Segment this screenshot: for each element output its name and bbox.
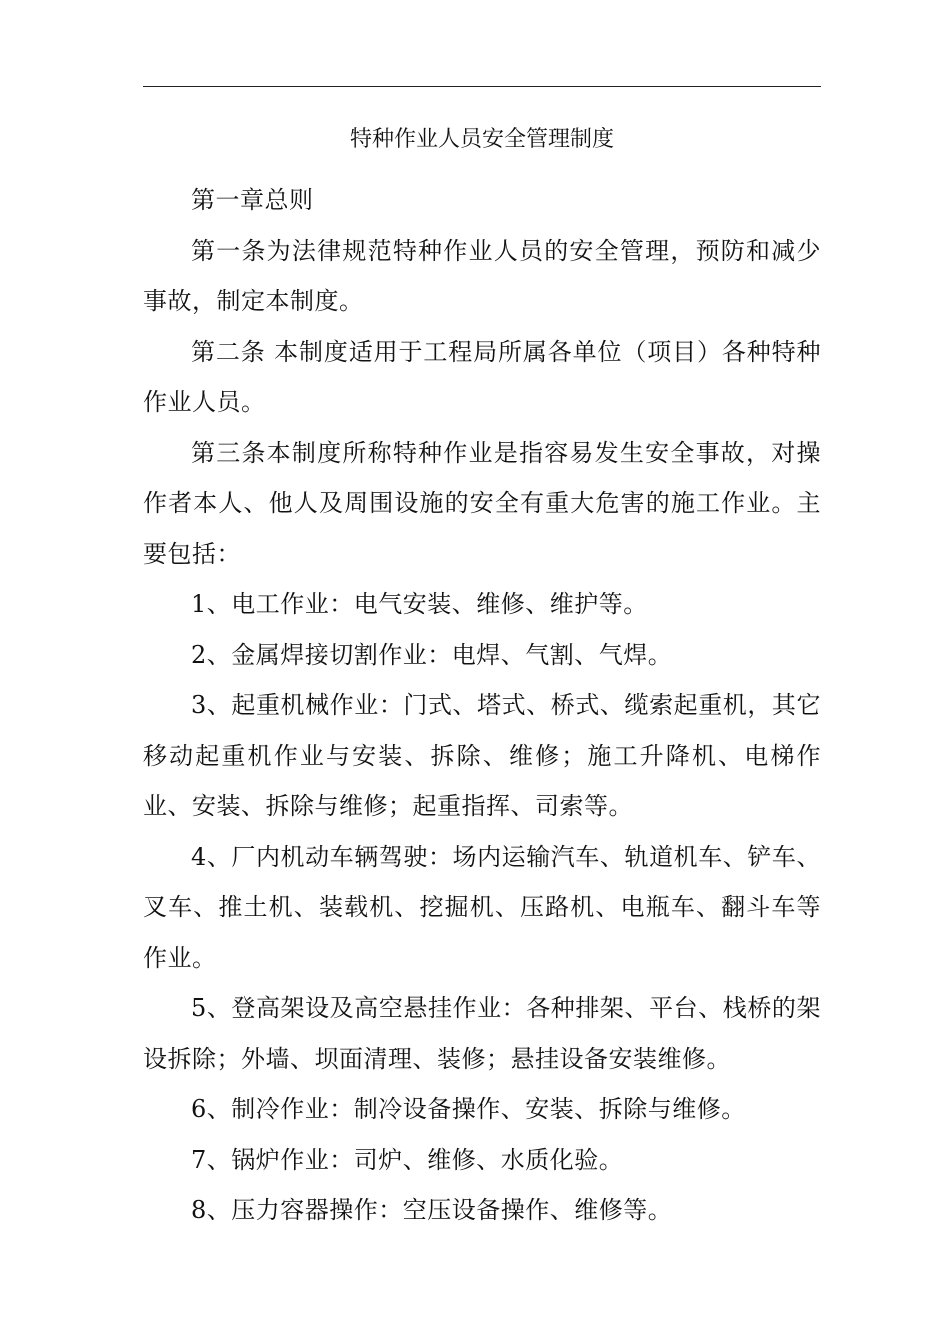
- header-rule: [143, 86, 821, 87]
- list-item-4: 4、厂内机动车辆驾驶：场内运输汽车、轨道机车、铲车、叉车、推土机、装载机、挖掘机、压路机、电瓶车、翻斗车等作业。: [143, 842, 821, 972]
- document-body: [143, 175, 821, 1236]
- list-item-7: 7、锅炉作业：司炉、维修、水质化验。: [191, 1145, 624, 1174]
- document-title: 特种作业人员安全管理制度: [349, 127, 614, 152]
- list-item-1: 1、电工作业：电气安装、维修、维护等。: [191, 590, 648, 618]
- article-2: 第二条 本制度适用于工程局所属各单位（项目）各种特种作业人员。: [143, 337, 821, 416]
- list-item-6: 6、制冷作业：制冷设备操作、安装、拆除与维修。: [191, 1095, 746, 1123]
- list-item-8: 8、压力容器操作：空压设备操作、维修等。: [191, 1196, 673, 1224]
- chapter-heading: 第一章总则: [191, 186, 314, 214]
- list-item-3: 3、起重机械作业：门式、塔式、桥式、缆索起重机，其它移动起重机作业与安装、拆除、维修；施工升降机、电梯作业、安装、拆除与维修；起重指挥、司索等。: [143, 691, 821, 820]
- article-1: 第一条为法律规范特种作业人员的安全管理，预防和减少事故，制定本制度。: [143, 236, 821, 315]
- list-item-5: 5、登高架设及高空悬挂作业：各种排架、平台、栈桥的架设拆除；外墙、坝面清理、装修；悬挂设备安装维修。: [143, 994, 821, 1073]
- article-3: 第三条本制度所称特种作业是指容易发生安全事故，对操作者本人、他人及周围设施的安全有重大危害的施工作业。主要包括：: [143, 438, 821, 568]
- list-item-2: 2、金属焊接切割作业：电焊、气割、气焊。: [191, 640, 673, 669]
